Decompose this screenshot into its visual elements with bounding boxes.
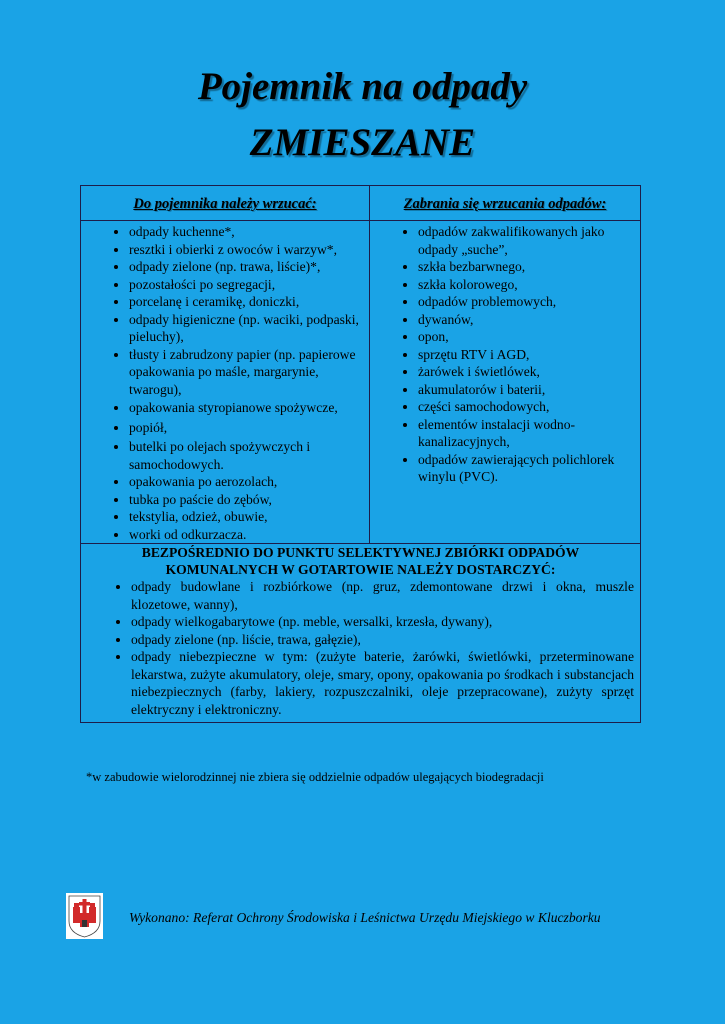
list-item: • porcelanę i ceramikę, doniczki, (129, 293, 365, 311)
collection-point-header-2: KOMUNALNYCH W GOTARTOWIE NALEŻY DOSTARCZYĆ: (165, 562, 556, 577)
list-item: • butelki po olejach spożywczych i samochodowych. (129, 438, 365, 473)
footer-credit: Wykonano: Referat Ochrony Środowiska i Leśnictwa Urzędu Miejskiego w Kluczborku (129, 910, 601, 925)
coat-of-arms-icon (66, 893, 103, 939)
list-item: • odpadów zakwalifikowanych jako odpady „suche”, (418, 223, 636, 258)
list-item: • tubka po paście do zębów, (129, 491, 365, 509)
list-item: • odpady niebezpieczne w tym: (zużyte baterie, żarówki, świetlówki, przeterminowane lekarstwa, zużyte akumulatory, oleje, smary, opony, opakowania po środkach i substancjach niebezpiecznych (farby, lakiery, rozpuszczalniki, oleje przepracowane), zużyty sprzęt elektryczny i elektroniczny. (131, 648, 634, 718)
forbidden-list (370, 221, 640, 486)
list-item: • pozostałości po segregacji, (129, 276, 365, 294)
forbidden-header: Zabrania się wrzucania odpadów: (370, 186, 641, 221)
list-item: • worki od odkurzacza. (129, 526, 365, 544)
list-item: • elementów instalacji wodno-kanalizacyjnych, (418, 416, 636, 451)
list-item: • odpadów problemowych, (418, 293, 636, 311)
list-item: • części samochodowych, (418, 398, 636, 416)
list-item: • opon, (418, 328, 636, 346)
list-item: • szkła bezbarwnego, (418, 258, 636, 276)
list-item: • tekstylia, odzież, obuwie, (129, 508, 365, 526)
list-item: • odpadów zawierających polichlorek winylu (PVC). (418, 451, 636, 486)
list-item: • opakowania styropianowe spożywcze, (129, 398, 365, 418)
title-line-2: ZMIESZANE (249, 121, 476, 164)
list-item: • odpady zielone (np. liście, trawa, gałęzie), (131, 631, 634, 649)
list-item: • akumulatorów i baterii, (418, 381, 636, 399)
allowed-list (81, 221, 369, 543)
list-item: • odpady higieniczne (np. waciki, podpaski, pieluchy), (129, 311, 365, 346)
list-item: • odpady wielkogabarytowe (np. meble, wersalki, krzesła, dywany), (131, 613, 634, 631)
forbidden-cell (370, 221, 641, 544)
collection-point-header-1: BEZPOŚREDNIO DO PUNKTU SELEKTYWNEJ ZBIÓRKI ODPADÓW (141, 545, 580, 560)
list-item: • sprzętu RTV i AGD, (418, 346, 636, 364)
list-item: • szkła kolorowego, (418, 276, 636, 294)
list-item: • tłusty i zabrudzony papier (np. papierowe opakowania po maśle, margarynie, twarogu), (129, 346, 365, 399)
list-item: • odpady budowlane i rozbiórkowe (np. gruz, zdemontowane drzwi i okna, muszle klozetowe, wanny), (131, 578, 634, 613)
collection-point-list (87, 578, 634, 718)
list-item: • opakowania po aerozolach, (129, 473, 365, 491)
list-item: • popiół, (129, 418, 365, 438)
waste-table (80, 185, 641, 723)
list-item: • resztki i obierki z owoców i warzyw*, (129, 241, 365, 259)
list-item: • odpady zielone (np. trawa, liście)*, (129, 258, 365, 276)
title-line-1: Pojemnik na odpady (197, 65, 528, 108)
list-item: • odpady kuchenne*, (129, 223, 365, 241)
footnote: *w zabudowie wielorodzinnej nie zbiera się oddzielnie odpadów ulegających biodegradacji (86, 770, 544, 784)
allowed-cell (81, 221, 370, 544)
list-item: • żarówek i świetlówek, (418, 363, 636, 381)
list-item: • dywanów, (418, 311, 636, 329)
allowed-header: Do pojemnika należy wrzucać: (81, 186, 370, 221)
collection-point-cell (81, 544, 641, 723)
